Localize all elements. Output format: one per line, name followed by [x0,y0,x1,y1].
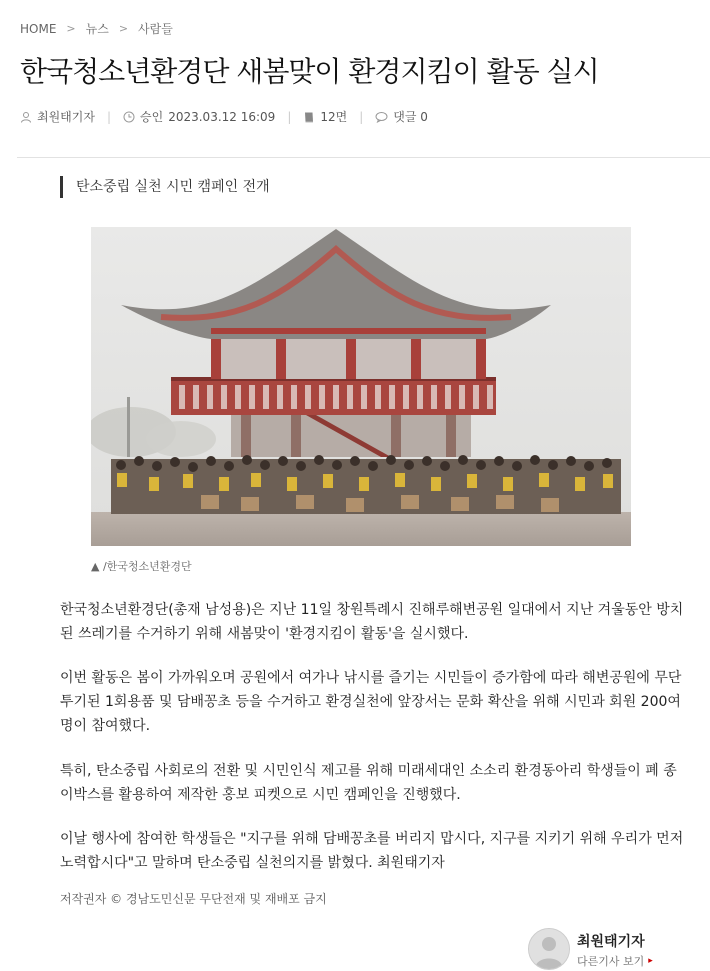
user-icon [20,111,32,123]
meta-approved-label: 승인 [140,110,164,124]
photo-caption-text: ▲ /한국청소년환경단 [91,560,192,573]
article-paragraph: 한국청소년환경단(총재 남성용)은 지난 11일 창원특례시 진해루해변공원 일대에서 지난 겨울동안 방치된 쓰레기를 수거하기 위해 새봄맞이 '환경지킴이 활동'을 실시했다. [60,602,684,642]
pavilion-group-photo [91,227,631,546]
chevron-right-icon: > [66,22,76,35]
breadcrumb-home[interactable]: HOME [20,21,57,36]
avatar[interactable] [528,928,570,970]
breadcrumb-news[interactable]: 뉴스 [85,22,109,36]
article-photo[interactable] [91,227,631,546]
meta-divider: | [287,109,292,124]
article-meta [20,108,428,125]
meta-divider: | [359,109,364,124]
article-paragraph: 이날 행사에 참여한 학생들은 "지구를 위해 담배꽁초를 버리지 맙시다, 지구를 지키기 위해 우리가 먼저 노력합시다"고 말하며 탄소중립 실천의지를 밝혔다. 최원태기자 [60,831,684,871]
clock-icon [123,111,135,123]
meta-approved [123,108,275,125]
meta-author-name[interactable]: 최원태기자 [37,110,95,124]
user-icon [529,929,569,969]
book-icon [303,111,315,123]
breadcrumb-people[interactable]: 사람들 [138,22,173,36]
chevron-right-icon: > [118,22,129,35]
article-paragraph: 특히, 탄소중립 사회로의 전환 및 시민인식 제고를 위해 미래세대인 소소리 환경동아리 학생들이 폐 종이박스를 활용하여 제작한 홍보 피켓으로 시민 캠페인을 진행했다. [60,763,677,803]
author-more-label[interactable]: 다른기사 보기 [577,955,645,968]
comment-icon [375,111,388,123]
chevron-right-icon: ▸ [648,956,653,966]
article-subtitle: 탄소중립 실천 시민 캠페인 전개 [60,176,270,198]
meta-approved-date: 2023.03.12 16:09 [168,109,276,124]
meta-page [303,108,347,125]
article-paragraph: 이번 활동은 봄이 가까워오며 공원에서 여가나 낚시를 즐기는 시민들이 증가함에 따라 해변공원에 무단 투기된 1회용품 및 담배꽁초 등을 수거하고 환경실천에 앞장서는 문화 확산을 위해 시민과 회원 200여 명이 참여했다. [60,670,682,734]
meta-page-number: 12면 [320,110,348,124]
meta-divider: | [106,109,112,124]
meta-author [20,108,95,125]
copyright-notice: 저작권자 © 경남도민신문 무단전재 및 재배포 금지 [60,892,327,906]
meta-comment-count[interactable]: 댓글 0 [393,110,428,124]
author-more-articles-link[interactable] [577,953,653,969]
breadcrumb [20,20,173,37]
author-box[interactable] [528,928,653,970]
photo-caption [91,558,192,574]
header-divider [17,157,710,158]
article-title: 한국청소년환경단 새봄맞이 환경지킴이 활동 실시 [20,55,599,88]
author-name[interactable]: 최원태기자 [577,934,645,950]
meta-comments[interactable] [375,108,428,125]
